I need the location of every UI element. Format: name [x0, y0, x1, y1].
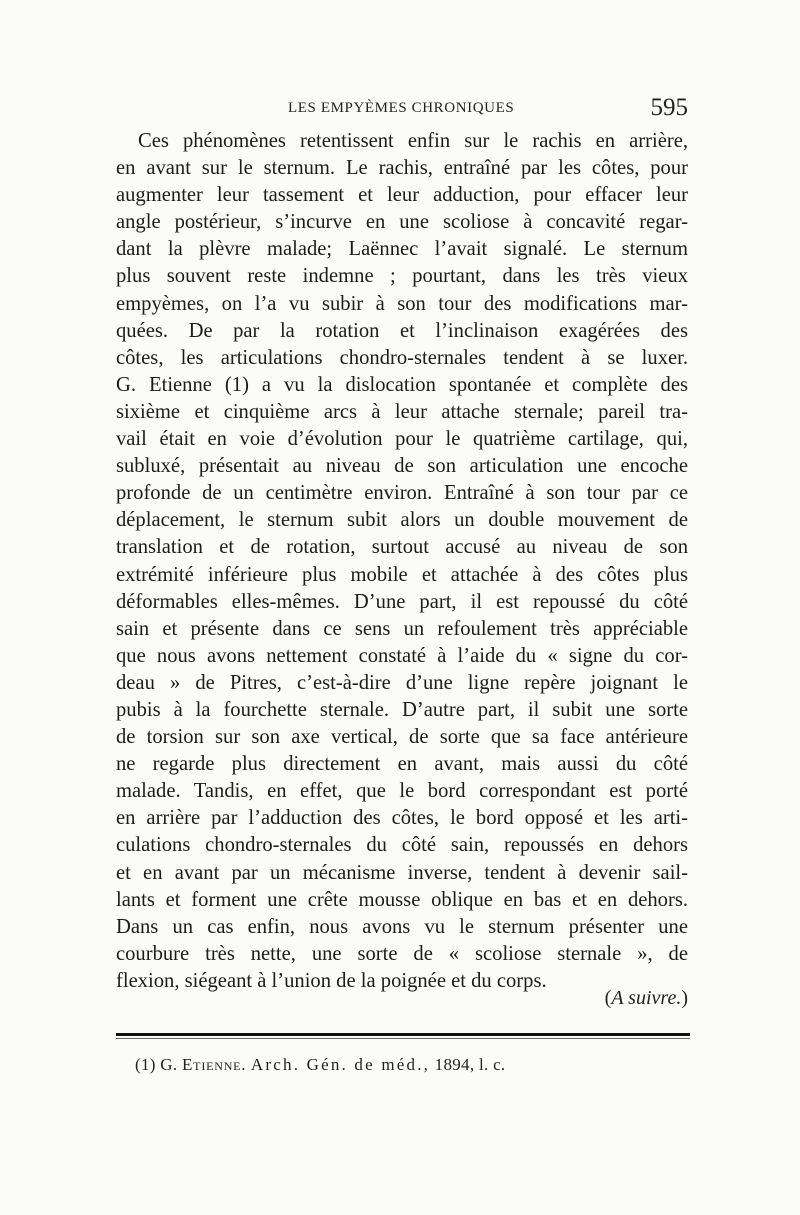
- continued-paren-close: ): [681, 987, 688, 1009]
- footnote-marker: (1): [135, 1055, 156, 1074]
- continued-paren-open: (: [604, 987, 612, 1009]
- text-line: sain et présente dans ce sens un refoulement très appréciable: [116, 617, 688, 640]
- text-line: ne regarde plus directement en avant, mais aussi du côté: [116, 753, 688, 776]
- text-line: pubis à la fourchette sternale. D’autre part, il subit une sorte: [116, 698, 688, 721]
- footnote-author-name: Etienne.: [182, 1055, 247, 1074]
- text-line: lants et forment une crête mousse oblique en bas et en dehors.: [116, 888, 688, 911]
- footnote-author-initial: G.: [160, 1055, 178, 1074]
- text-line: plus souvent reste indemne ; pourtant, dans les très vieux: [116, 265, 688, 288]
- text-line: extrémité inférieure plus mobile et attachée à des côtes plus: [116, 563, 688, 586]
- text-line: translation et de rotation, surtout accusé au niveau de son: [116, 536, 688, 559]
- text-line: subluxé, présentait au niveau de son articulation une encoche: [116, 455, 688, 478]
- text-line: culations chondro-sternales du côté sain, repoussés en dehors: [116, 834, 688, 857]
- text-line: déplacement, le sternum subit alors un double mouvement de: [116, 509, 688, 532]
- footnote-separator-thin-rule: [116, 1038, 690, 1039]
- text-line: Dans un cas enfin, nous avons vu le sternum présenter une: [116, 915, 688, 938]
- text-line: deau » de Pitres, c’est-à-dire d’une ligne repère joignant le: [116, 671, 688, 694]
- text-line: Ces phénomènes retentissent enfin sur le rachis en arrière,: [138, 130, 688, 152]
- text-line: de torsion sur son axe vertical, de sorte que sa face antérieure: [116, 726, 688, 749]
- text-line: quées. De par la rotation et l’inclinaison exagérées des: [116, 319, 688, 342]
- text-line: côtes, les articulations chondro-sternales tendent à se luxer.: [116, 346, 688, 369]
- text-line: en avant sur le sternum. Le rachis, entraîné par les côtes, pour: [116, 157, 688, 180]
- text-line: que nous avons nettement constaté à l’aide du « signe du cor-: [116, 644, 688, 667]
- text-line: déformables elles-mêmes. D’une part, il est repoussé du côté: [116, 590, 688, 613]
- running-head: [116, 94, 688, 128]
- text-line: vail était en voie d’évolution pour le quatrième cartilage, qui,: [116, 428, 688, 451]
- text-line: dant la plèvre malade; Laënnec l’avait signalé. Le sternum: [116, 238, 688, 261]
- body-paragraph: [116, 128, 688, 995]
- footnote-journal: Arch. Gén. de méd.,: [250, 1055, 431, 1074]
- text-line: malade. Tandis, en effet, que le bord correspondant est porté: [116, 780, 688, 803]
- text-line: angle postérieur, s’incurve en une scoliose à concavité regar-: [116, 211, 688, 234]
- footnote: [135, 1055, 695, 1075]
- text-line: sixième et cinquième arcs à leur attache sternale; pareil tra-: [116, 400, 688, 423]
- continued-text: A suivre.: [611, 987, 682, 1009]
- page-number: 595: [650, 94, 688, 121]
- text-line: et en avant par un mécanisme inverse, tendent à devenir sail-: [116, 861, 688, 884]
- text-line: en arrière par l’adduction des côtes, le bord opposé et les arti-: [116, 807, 688, 830]
- text-line: augmenter leur tassement et leur adduction, pour effacer leur: [116, 184, 688, 207]
- running-title: LES EMPYÈMES CHRONIQUES: [288, 100, 515, 116]
- to-be-continued-note: [605, 987, 688, 1010]
- text-line: G. Etienne (1) a vu la dislocation spontanée et complète des: [116, 373, 688, 396]
- text-line: profonde de un centimètre environ. Entraîné à son tour par ce: [116, 482, 688, 505]
- text-line: empyèmes, on l’a vu subir à son tour des modifications mar-: [116, 292, 688, 315]
- text-line: courbure très nette, une sorte de « scoliose sternale », de: [116, 942, 688, 965]
- footnote-year-reference: 1894, l. c.: [434, 1055, 506, 1074]
- text-line: flexion, siégeant à l’union de la poignée et du corps.: [116, 969, 547, 992]
- footnote-separator-rule: [116, 1033, 690, 1036]
